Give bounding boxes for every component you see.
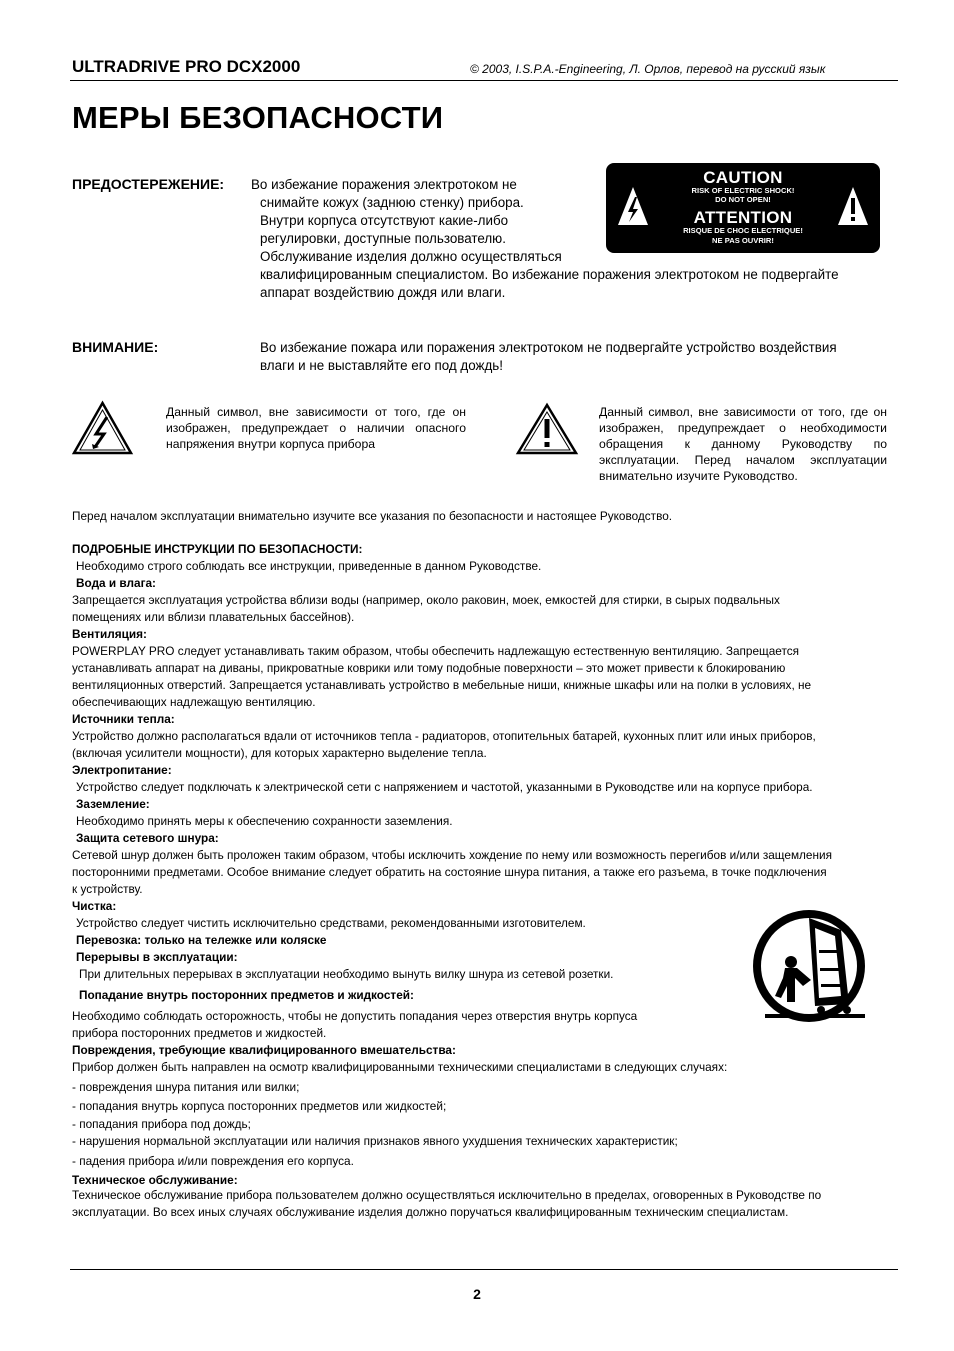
- attention-line-2: влаги и не выставляйте его под дождь!: [260, 358, 503, 373]
- body-line: - нарушения нормальной эксплуатации или наличия признаков явного ухудшения технических характеристик;: [72, 1134, 678, 1148]
- body-line: обеспечивающих надлежащую вентиляцию.: [72, 695, 316, 709]
- lightning-warning-icon: [71, 400, 134, 456]
- body-line: Прибор должен быть направлен на осмотр квалифицированными техническими специалистами в следующих случаях:: [72, 1060, 728, 1074]
- section-heading: ПОДРОБНЫЕ ИНСТРУКЦИИ ПО БЕЗОПАСНОСТИ:: [72, 542, 363, 556]
- product-title: ULTRADRIVE PRO DCX2000: [72, 57, 301, 76]
- section-heading: Техническое обслуживание:: [72, 1173, 238, 1187]
- body-line: вентиляционных отверстий. Запрещается устанавливать устройство в мебельные ниши, книжные шкафы или на полки в условиях, не: [72, 678, 812, 692]
- body-line: эксплуатации. Во всех иных случаях обслуживание изделия должно поручаться квалифицированным техническим специалистам.: [72, 1205, 789, 1219]
- intro-text: Перед началом эксплуатации внимательно изучите все указания по безопасности и настоящее Руководство.: [72, 509, 673, 523]
- body-line: - падения прибора и/или повреждения его корпуса.: [72, 1154, 354, 1168]
- page-title: МЕРЫ БЕЗОПАСНОСТИ: [72, 100, 444, 135]
- body-line: При длительных перерывах в эксплуатации необходимо вынуть вилку шнура из сетевой розетки.: [79, 967, 614, 981]
- caution-label: ПРЕДОСТЕРЕЖЕНИЕ:: [72, 176, 225, 192]
- body-line: POWERPLAY PRO следует устанавливать таким образом, чтобы обеспечить надлежащую естественную вентиляцию. Запрещается: [72, 644, 800, 658]
- exclamation-symbol-description: Данный символ, вне зависимости от того, где он изображен, предупреждает о необходимости обращения к данному Руководству по эксплуатации. Перед началом эксплуатации внимательно изучите Руководство.: [599, 405, 887, 483]
- section-heading: Электропитание:: [72, 763, 172, 777]
- copyright-notice: © 2003, I.S.P.A.-Engineering, Л. Орлов, перевод на русский язык: [470, 62, 826, 76]
- body-line: - повреждения шнура питания или вилки;: [72, 1080, 300, 1094]
- section-heading: Перевозка: только на тележке или коляске: [76, 933, 327, 947]
- body-line: прибора посторонних предметов и жидкостей.: [72, 1026, 327, 1040]
- caution-line-3: Внутри корпуса отсутствуют какие-либо: [260, 213, 509, 228]
- body-line: Запрещается эксплуатация устройства вблизи воды (например, около раковин, моек, емкостей для стирки, в сырых подвальных: [72, 593, 780, 607]
- caution-line-6: квалифицированным специалистом. Во избежание поражения электротоком не подвергайте: [260, 267, 839, 282]
- cart-tipover-icon: [751, 906, 871, 1026]
- header-divider: [70, 80, 898, 81]
- section-heading: Повреждения, требующие квалифицированного вмешательства:: [72, 1043, 456, 1057]
- body-line: посторонними предметами. Особое внимание следует обратить на состояние шнура питания, а также его разъема, в точке подключения: [72, 865, 827, 879]
- body-line: Сетевой шнур должен быть проложен таким образом, чтобы исключить хождение по нему или возможность перегибов и/или защемления: [72, 848, 832, 862]
- attention-line-1: Во избежание пожара или поражения электротоком не подвергайте устройство воздействия: [260, 340, 837, 355]
- body-line: - попадания внутрь корпуса посторонних предметов или жидкостей;: [72, 1099, 447, 1113]
- caution-line-2: снимайте кожух (заднюю стенку) прибора.: [260, 195, 524, 210]
- page-number: 2: [473, 1286, 481, 1302]
- body-line: - попадания прибора под дождь;: [72, 1117, 251, 1131]
- section-heading: Попадание внутрь посторонних предметов и жидкостей:: [79, 988, 414, 1002]
- section-heading: Защита сетевого шнура:: [76, 831, 219, 845]
- caution-line-5: Обслуживание изделия должно осуществляться: [260, 249, 562, 264]
- body-line: Техническое обслуживание прибора пользователем должно осуществляться исключительно в пределах, оговоренных в Руководстве по: [72, 1188, 822, 1202]
- body-line: Устройство следует чистить исключительно средствами, рекомендованными изготовителем.: [76, 916, 586, 930]
- section-heading: Вентиляция:: [72, 627, 147, 641]
- section-heading: Перерывы в эксплуатации:: [76, 950, 238, 964]
- caution-sub-2: DO NOT OPEN!: [715, 195, 771, 204]
- body-line: Необходимо строго соблюдать все инструкции, приведенные в данном Руководстве.: [76, 559, 542, 573]
- bolt-symbol-description: Данный символ, вне зависимости от того, где он изображен, предупреждает о наличии опасного напряжения внутри корпуса прибора: [166, 405, 466, 451]
- caution-sub-1: RISK OF ELECTRIC SHOCK!: [691, 186, 795, 195]
- attention-label: ВНИМАНИЕ:: [72, 339, 159, 355]
- body-line: устанавливать аппарат на диваны, прикроватные коврики или тому подобные поверхности – это может привести к блокированию: [72, 661, 786, 675]
- section-heading: Чистка:: [72, 899, 117, 913]
- body-line: Устройство следует подключать к электрической сети с напряжением и частотой, указанными в Руководстве или на корпусе прибора.: [76, 780, 813, 794]
- section-heading: Заземление:: [76, 797, 150, 811]
- attention-heading: ATTENTION: [693, 208, 793, 227]
- body-line: Необходимо соблюдать осторожность, чтобы не допустить попадания через отверстия внутрь корпуса: [72, 1009, 638, 1023]
- section-heading: Вода и влага:: [76, 576, 156, 590]
- caution-line-4: регулировки, доступные пользователю.: [260, 231, 506, 246]
- caution-label-box: [606, 163, 880, 253]
- caution-line-1: Во избежание поражения электротоком не: [251, 177, 517, 192]
- body-line: (включая усилители мощности), для которых характерно выделение тепла.: [72, 746, 487, 760]
- exclamation-warning-icon: [515, 402, 579, 456]
- caution-line-7: аппарат воздействию дождя или влаги.: [260, 285, 506, 300]
- attention-sub-1: RISQUE DE CHOC ELECTRIQUE!: [683, 226, 803, 235]
- body-line: к устройству.: [72, 882, 143, 896]
- body-line: Устройство должно располагаться вдали от источников тепла - радиаторов, отопительных батарей, кухонных плит или иных приборов,: [72, 729, 816, 743]
- section-heading: Источники тепла:: [72, 712, 175, 726]
- body-line: помещениях или вблизи плавательных бассейнов).: [72, 610, 355, 624]
- caution-heading: CAUTION: [703, 168, 783, 187]
- body-line: Необходимо принять меры к обеспечению сохранности заземления.: [76, 814, 453, 828]
- footer-divider: [70, 1269, 898, 1270]
- attention-sub-2: NE PAS OUVRIR!: [712, 236, 774, 245]
